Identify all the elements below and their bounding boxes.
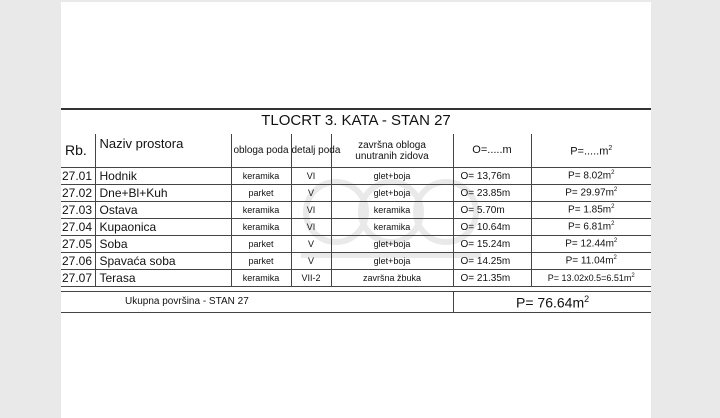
room-wall: glet+boja xyxy=(331,253,453,270)
room-number: 27.05 xyxy=(61,236,95,253)
room-area-text: P= 6.81m xyxy=(568,221,612,233)
room-wall: glet+boja xyxy=(331,236,453,253)
table-row xyxy=(61,185,651,202)
room-area xyxy=(531,202,651,219)
room-name: Kupaonica xyxy=(95,219,231,236)
room-area-text: P= 29.97m xyxy=(565,187,614,199)
col-header-name: Naziv prostora xyxy=(95,134,231,168)
room-number: 27.02 xyxy=(61,185,95,202)
room-name: Spavaća soba xyxy=(95,253,231,270)
room-area xyxy=(531,168,651,185)
room-number: 27.01 xyxy=(61,168,95,185)
room-area-sup: 2 xyxy=(613,187,618,194)
col-header-detail: detalj poda xyxy=(291,134,331,168)
room-perimeter: O= 15.24m xyxy=(453,236,531,253)
room-floor: keramika xyxy=(231,168,291,185)
room-wall: završna žbuka xyxy=(331,270,453,287)
table-row xyxy=(61,168,651,185)
room-name: Ostava xyxy=(95,202,231,219)
room-area xyxy=(531,270,651,287)
room-name: Hodnik xyxy=(95,168,231,185)
room-floor: keramika xyxy=(231,202,291,219)
table-row xyxy=(61,202,651,219)
room-area xyxy=(531,253,651,270)
room-floor: keramika xyxy=(231,219,291,236)
room-name: Dne+Bl+Kuh xyxy=(95,185,231,202)
room-area-sup: 2 xyxy=(611,204,615,211)
room-number: 27.04 xyxy=(61,219,95,236)
room-area-sup: 2 xyxy=(613,238,618,245)
room-area-sup: 2 xyxy=(631,273,635,279)
col-header-area xyxy=(531,134,651,168)
room-number: 27.06 xyxy=(61,253,95,270)
room-name: Terasa xyxy=(95,270,231,287)
room-detail: VI xyxy=(291,219,331,236)
room-perimeter: O= 23.85m xyxy=(453,185,531,202)
col-header-perimeter: O=.....m xyxy=(453,134,531,168)
room-floor: keramika xyxy=(231,270,291,287)
room-detail: VI xyxy=(291,202,331,219)
col-header-rb: Rb. xyxy=(61,134,95,168)
col-header-area-sup: 2 xyxy=(608,145,613,153)
room-area-sup: 2 xyxy=(611,221,615,228)
room-floor: parket xyxy=(231,185,291,202)
room-detail: V xyxy=(291,236,331,253)
col-header-wall-line1: završna obloga xyxy=(358,139,426,151)
room-area-text: P= 11.04m xyxy=(565,255,614,267)
room-wall: glet+boja xyxy=(331,185,453,202)
table-row xyxy=(61,253,651,270)
total-area-value-text: P= 76.64m xyxy=(516,294,585,311)
room-area-text: P= 8.02m xyxy=(568,170,612,182)
col-header-wall xyxy=(331,134,453,168)
floor-plan-sheet xyxy=(61,2,651,418)
room-detail: VII-2 xyxy=(291,270,331,287)
room-area-text: P= 12.44m xyxy=(565,238,614,250)
room-perimeter: O= 10.64m xyxy=(453,219,531,236)
room-wall: keramika xyxy=(331,202,453,219)
col-header-area-text: P=.....m xyxy=(570,145,609,158)
room-area-text: P= 13.02x0.5=6.51m xyxy=(547,273,632,283)
total-area-sup: 2 xyxy=(584,294,590,304)
col-header-floor: obloga poda xyxy=(231,134,291,168)
total-area-value xyxy=(516,294,589,311)
room-area xyxy=(531,185,651,202)
room-perimeter: O= 14.25m xyxy=(453,253,531,270)
room-detail: V xyxy=(291,185,331,202)
total-divider xyxy=(453,292,454,312)
room-area-sup: 2 xyxy=(611,170,615,177)
total-area-label: Ukupna površina - STAN 27 xyxy=(125,296,249,307)
table-row xyxy=(61,236,651,253)
total-area-row xyxy=(61,291,651,313)
room-floor: parket xyxy=(231,236,291,253)
room-detail: VI xyxy=(291,168,331,185)
room-area-text: P= 1.85m xyxy=(568,204,612,216)
room-perimeter: O= 5.70m xyxy=(453,202,531,219)
room-number: 27.07 xyxy=(61,270,95,287)
room-wall: glet+boja xyxy=(331,168,453,185)
table-row xyxy=(61,270,651,287)
room-area xyxy=(531,236,651,253)
room-perimeter: O= 21.35m xyxy=(453,270,531,287)
room-name: Soba xyxy=(95,236,231,253)
document-title: TLOCRT 3. KATA - STAN 27 xyxy=(261,112,451,129)
table-header-row xyxy=(61,134,651,168)
rooms-table xyxy=(61,134,651,287)
room-perimeter: O= 13,76m xyxy=(453,168,531,185)
col-header-wall-line2: unutranih zidova xyxy=(355,150,429,162)
room-number: 27.03 xyxy=(61,202,95,219)
room-area xyxy=(531,219,651,236)
room-detail: V xyxy=(291,253,331,270)
room-wall: keramika xyxy=(331,219,453,236)
table-row xyxy=(61,219,651,236)
room-floor: parket xyxy=(231,253,291,270)
room-area-sup: 2 xyxy=(613,255,617,262)
